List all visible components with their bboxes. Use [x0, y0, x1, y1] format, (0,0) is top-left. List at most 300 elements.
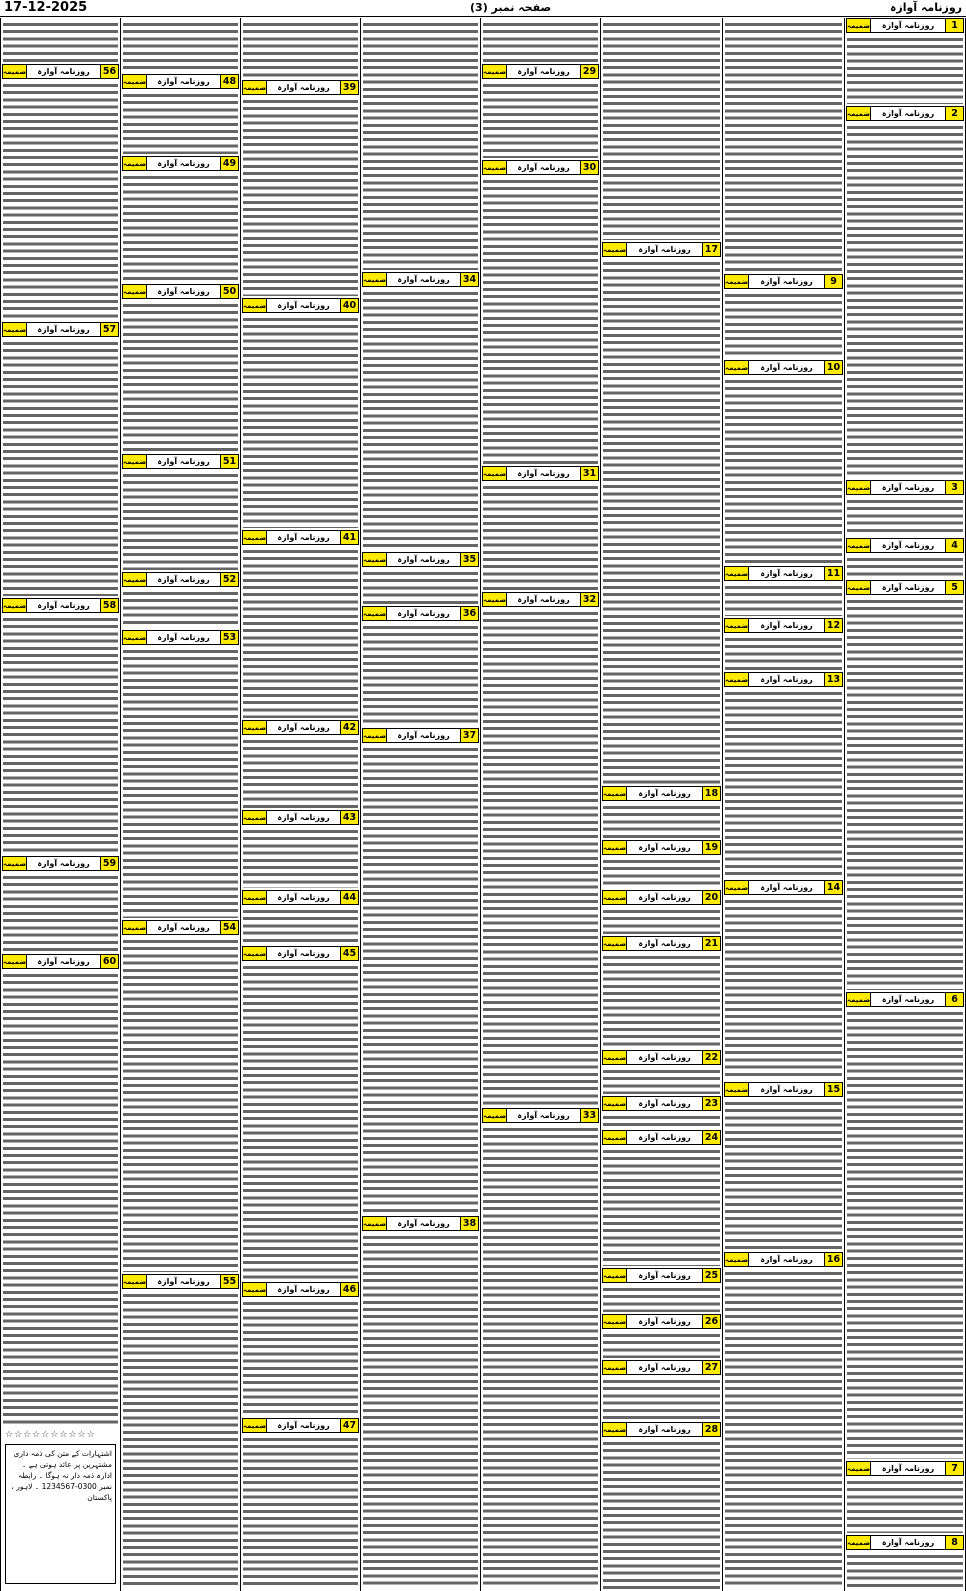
notice-body-text	[603, 1331, 720, 1358]
notice-title: روزنامہ آوازہ	[397, 609, 450, 618]
paper-name: روزنامہ آوازہ	[889, 1, 962, 14]
notice-tag: ضمیمہ	[123, 285, 147, 298]
notice-body-text	[725, 377, 842, 564]
notice-tag: ضمیمہ	[483, 161, 507, 174]
notice-body-text	[603, 1113, 720, 1128]
notice-number: 18	[702, 787, 720, 800]
notice-heading	[482, 160, 599, 175]
notice-body-text	[725, 1269, 842, 1589]
notice-tag: ضمیمہ	[483, 467, 507, 480]
notice-body-text	[363, 745, 478, 1214]
notice-tag: ضمیمہ	[123, 455, 147, 468]
notice-title: روزنامہ آوازہ	[37, 325, 90, 334]
notice-number: 11	[824, 567, 842, 580]
notice-tag: ضمیمہ	[243, 299, 267, 312]
notice-number: 36	[460, 607, 478, 620]
notice-number: 1	[945, 19, 963, 32]
notice-number: 53	[220, 631, 238, 644]
notice-number: 44	[340, 891, 358, 904]
notice-title: روزنامہ آوازہ	[881, 1538, 935, 1547]
notice-number: 28	[702, 1423, 720, 1436]
notice-title: روزنامہ آوازہ	[760, 1255, 813, 1264]
notice-heading	[122, 156, 239, 171]
notice-title: روزنامہ آوازہ	[37, 957, 90, 966]
notice-title: روزنامہ آوازہ	[277, 893, 330, 902]
notice-tag: ضمیمہ	[243, 81, 267, 94]
notice-title: روزنامہ آوازہ	[157, 575, 210, 584]
notice-tag: ضمیمہ	[243, 947, 267, 960]
notice-tag: ضمیمہ	[243, 531, 267, 544]
notice-tag: ضمیمہ	[603, 1315, 627, 1328]
notice-heading	[602, 840, 721, 855]
notice-body-text	[243, 547, 358, 718]
column-5	[360, 18, 480, 1591]
notice-tag: ضمیمہ	[603, 1361, 627, 1374]
notice-tag: ضمیمہ	[363, 607, 387, 620]
notice-heading	[122, 630, 239, 645]
notice-number: 45	[340, 947, 358, 960]
notice-number: 49	[220, 157, 238, 170]
notice-title: روزنامہ آوازہ	[638, 1425, 691, 1434]
notice-number: 39	[340, 81, 358, 94]
notice-body-text	[483, 20, 598, 62]
notice-title: روزنامہ آوازہ	[881, 21, 935, 30]
notice-body-text	[243, 907, 358, 944]
notice-title: روزنامہ آوازہ	[881, 109, 935, 118]
notice-number: 30	[580, 161, 598, 174]
notice-body-text	[363, 20, 478, 270]
notice-body-text	[483, 1125, 598, 1589]
notice-title: روزنامہ آوازہ	[517, 469, 570, 478]
notice-body-text	[123, 589, 238, 628]
notice-number: 48	[220, 75, 238, 88]
column-7	[120, 18, 240, 1591]
notice-title: روزنامہ آوازہ	[760, 675, 813, 684]
notice-body-text	[725, 20, 842, 272]
notice-number: 50	[220, 285, 238, 298]
notice-heading	[362, 272, 479, 287]
notice-tag: ضمیمہ	[847, 1536, 871, 1549]
notice-title: روزنامہ آوازہ	[517, 67, 570, 76]
notice-tag: ضمیمہ	[243, 1283, 267, 1296]
notice-tag: ضمیمہ	[603, 891, 627, 904]
notice-number: 16	[824, 1253, 842, 1266]
notice-number: 40	[340, 299, 358, 312]
notice-number: 43	[340, 811, 358, 824]
notice-heading	[122, 1274, 239, 1289]
notice-title: روزنامہ آوازہ	[277, 533, 330, 542]
notice-tag: ضمیمہ	[3, 857, 27, 870]
notice-heading	[602, 1314, 721, 1329]
notice-body-text	[847, 1009, 963, 1459]
notice-body-text	[847, 597, 963, 990]
notice-tag: ضمیمہ	[3, 65, 27, 78]
notice-tag: ضمیمہ	[603, 1051, 627, 1064]
notice-tag: ضمیمہ	[3, 955, 27, 968]
notice-tag: ضمیمہ	[123, 157, 147, 170]
notice-heading	[846, 538, 964, 553]
notice-title: روزنامہ آوازہ	[638, 1099, 691, 1108]
notice-number: 26	[702, 1315, 720, 1328]
publisher-notice-box: اشتہارات کے متن کی ذمہ داری مشتہرین پر عائد ہوتی ہے ۔ ادارہ ذمہ دار نہ ہوگا ۔ رابطہ نمبر 0300-1234567 ۔ لاہور ، پاکستان	[5, 1444, 116, 1584]
notice-heading	[846, 1535, 964, 1550]
notice-body-text	[243, 20, 358, 78]
notice-number: 32	[580, 593, 598, 606]
notice-tag: ضمیمہ	[243, 811, 267, 824]
notice-number: 60	[100, 955, 118, 968]
notice-body-text	[243, 315, 358, 528]
notice-body-text	[725, 583, 842, 616]
notice-body-text	[3, 20, 118, 62]
notice-body-text	[847, 497, 963, 536]
notice-title: روزنامہ آوازہ	[157, 1277, 210, 1286]
notice-title: روزنامہ آوازہ	[277, 723, 330, 732]
notice-title: روزنامہ آوازہ	[277, 301, 330, 310]
notice-number: 25	[702, 1269, 720, 1282]
notice-number: 14	[824, 881, 842, 894]
notice-tag: ضمیمہ	[725, 567, 749, 580]
notice-number: 34	[460, 273, 478, 286]
notice-body-text	[3, 971, 118, 1426]
notice-tag: ضمیمہ	[725, 673, 749, 686]
notice-body-text	[603, 259, 720, 784]
notice-tag: ضمیمہ	[603, 937, 627, 950]
notice-body-text	[3, 873, 118, 952]
notice-heading	[846, 480, 964, 495]
notice-body-text	[3, 339, 118, 596]
issue-date: 17-12-2025	[4, 0, 88, 15]
notice-heading	[2, 322, 119, 337]
notice-tag: ضمیمہ	[603, 787, 627, 800]
notice-tag: ضمیمہ	[123, 1275, 147, 1288]
notice-number: 27	[702, 1361, 720, 1374]
notice-heading	[242, 1282, 359, 1297]
notice-title: روزنامہ آوازہ	[517, 595, 570, 604]
notice-heading	[724, 618, 843, 633]
notice-tag: ضمیمہ	[123, 631, 147, 644]
column-8	[0, 18, 120, 1591]
notice-title: روزنامہ آوازہ	[760, 569, 813, 578]
notice-tag: ضمیمہ	[363, 729, 387, 742]
notice-title: روزنامہ آوازہ	[638, 893, 691, 902]
notice-tag: ضمیمہ	[483, 1109, 507, 1122]
notice-title: روزنامہ آوازہ	[157, 633, 210, 642]
notice-body-text	[603, 20, 720, 240]
notice-heading	[122, 920, 239, 935]
notice-heading	[482, 466, 599, 481]
notice-heading	[242, 80, 359, 95]
notice-tag: ضمیمہ	[483, 65, 507, 78]
notice-number: 55	[220, 1275, 238, 1288]
notice-title: روزنامہ آوازہ	[760, 1085, 813, 1094]
notice-tag: ضمیمہ	[603, 1131, 627, 1144]
notice-body-text	[363, 569, 478, 604]
notice-heading	[122, 284, 239, 299]
notice-body-text	[847, 555, 963, 578]
notice-title: روزنامہ آوازہ	[517, 163, 570, 172]
notice-tag: ضمیمہ	[603, 1097, 627, 1110]
notice-heading	[724, 566, 843, 581]
notice-body-text	[603, 907, 720, 934]
notice-title: روزنامہ آوازہ	[157, 159, 210, 168]
notice-number: 56	[100, 65, 118, 78]
notice-title: روزنامہ آوازہ	[760, 883, 813, 892]
notice-title: روزنامہ آوازہ	[760, 363, 813, 372]
notice-title: روزنامہ آوازہ	[881, 541, 935, 550]
notice-number: 59	[100, 857, 118, 870]
notice-number: 37	[460, 729, 478, 742]
notice-heading	[122, 454, 239, 469]
notice-title: روزنامہ آوازہ	[881, 483, 935, 492]
notice-heading	[2, 598, 119, 613]
masthead	[0, 0, 966, 17]
notice-tag: ضمیمہ	[725, 1253, 749, 1266]
notice-tag: ضمیمہ	[243, 891, 267, 904]
notice-number: 52	[220, 573, 238, 586]
notice-heading	[242, 298, 359, 313]
notice-number: 29	[580, 65, 598, 78]
notice-body-text	[123, 173, 238, 282]
notice-body-text	[243, 1435, 358, 1589]
notice-heading	[602, 786, 721, 801]
notice-title: روزنامہ آوازہ	[37, 859, 90, 868]
notice-title: روزنامہ آوازہ	[638, 245, 691, 254]
notice-number: 22	[702, 1051, 720, 1064]
notice-title: روزنامہ آوازہ	[881, 583, 935, 592]
notice-number: 54	[220, 921, 238, 934]
notice-body-text	[243, 963, 358, 1280]
notice-title: روزنامہ آوازہ	[157, 77, 210, 86]
notice-body-text	[123, 937, 238, 1272]
column-4	[480, 18, 600, 1591]
notice-heading	[2, 64, 119, 79]
notice-title: روزنامہ آوازہ	[277, 83, 330, 92]
notice-number: 35	[460, 553, 478, 566]
notice-tag: ضمیمہ	[847, 481, 871, 494]
notice-body-text	[603, 1439, 720, 1589]
notice-heading	[362, 552, 479, 567]
notice-heading	[362, 728, 479, 743]
notice-heading	[724, 360, 843, 375]
notice-heading	[482, 64, 599, 79]
notice-heading	[846, 18, 964, 33]
notice-number: 42	[340, 721, 358, 734]
notice-tag: ضمیمہ	[123, 573, 147, 586]
notice-tag: ضمیمہ	[725, 275, 749, 288]
notice-heading	[602, 242, 721, 257]
notice-heading	[242, 890, 359, 905]
notice-title: روزنامہ آوازہ	[37, 67, 90, 76]
notice-heading	[602, 1096, 721, 1111]
notice-body-text	[725, 689, 842, 878]
notice-body-text	[603, 1067, 720, 1094]
notice-body-text	[725, 291, 842, 358]
notice-title: روزنامہ آوازہ	[881, 995, 935, 1004]
notice-body-text	[483, 81, 598, 158]
notice-number: 15	[824, 1083, 842, 1096]
notice-tag: ضمیمہ	[847, 993, 871, 1006]
notice-number: 3	[945, 481, 963, 494]
notice-body-text	[363, 1233, 478, 1589]
notice-heading	[724, 880, 843, 895]
notice-number: 41	[340, 531, 358, 544]
notice-title: روزنامہ آوازہ	[397, 1219, 450, 1228]
notice-body-text	[123, 301, 238, 452]
notice-heading	[122, 572, 239, 587]
notice-number: 9	[824, 275, 842, 288]
notice-title: روزنامہ آوازہ	[277, 949, 330, 958]
notice-heading	[724, 1082, 843, 1097]
notice-heading	[242, 720, 359, 735]
notice-heading	[602, 936, 721, 951]
notice-number: 17	[702, 243, 720, 256]
notice-title: روزنامہ آوازہ	[157, 457, 210, 466]
star-divider: ☆☆☆☆☆☆☆☆☆☆	[5, 1430, 96, 1440]
notice-title: روزنامہ آوازہ	[277, 1285, 330, 1294]
notice-heading	[362, 606, 479, 621]
notice-heading	[602, 1268, 721, 1283]
notice-body-text	[847, 1478, 963, 1533]
notice-body-text	[603, 953, 720, 1048]
notice-tag: ضمیمہ	[603, 1423, 627, 1436]
notice-number: 23	[702, 1097, 720, 1110]
notice-tag: ضمیمہ	[243, 721, 267, 734]
notice-tag: ضمیمہ	[3, 323, 27, 336]
notice-heading	[846, 992, 964, 1007]
notice-heading	[602, 890, 721, 905]
notice-title: روزنامہ آوازہ	[638, 843, 691, 852]
notice-body-text	[603, 1377, 720, 1420]
notice-tag: ضمیمہ	[603, 841, 627, 854]
notice-heading	[602, 1360, 721, 1375]
notice-heading	[362, 1216, 479, 1231]
notice-number: 7	[945, 1462, 963, 1475]
notice-body-text	[123, 471, 238, 570]
notice-number: 33	[580, 1109, 598, 1122]
column-3	[600, 18, 722, 1591]
notice-title: روزنامہ آوازہ	[277, 813, 330, 822]
notice-title: روزنامہ آوازہ	[37, 601, 90, 610]
notice-number: 51	[220, 455, 238, 468]
notice-title: روزنامہ آوازہ	[638, 1363, 691, 1372]
notice-tag: ضمیمہ	[603, 243, 627, 256]
notice-number: 24	[702, 1131, 720, 1144]
notice-tag: ضمیمہ	[363, 553, 387, 566]
notice-tag: ضمیمہ	[847, 539, 871, 552]
notice-tag: ضمیمہ	[123, 921, 147, 934]
notice-heading	[724, 672, 843, 687]
notice-tag: ضمیمہ	[725, 881, 749, 894]
notice-heading	[846, 580, 964, 595]
notice-title: روزنامہ آوازہ	[397, 555, 450, 564]
notice-tag: ضمیمہ	[603, 1269, 627, 1282]
notice-heading	[482, 1108, 599, 1123]
notice-body-text	[3, 81, 118, 320]
notice-heading	[602, 1130, 721, 1145]
column-6	[240, 18, 360, 1591]
notice-number: 10	[824, 361, 842, 374]
notice-heading	[482, 592, 599, 607]
column-1	[844, 18, 966, 1591]
notice-tag: ضمیمہ	[363, 273, 387, 286]
notice-heading	[242, 810, 359, 825]
notice-title: روزنامہ آوازہ	[157, 287, 210, 296]
notice-title: روزنامہ آوازہ	[638, 1317, 691, 1326]
notice-title: روزنامہ آوازہ	[638, 789, 691, 798]
notice-body-text	[123, 1291, 238, 1589]
notice-title: روزنامہ آوازہ	[157, 923, 210, 932]
notice-number: 4	[945, 539, 963, 552]
notice-body-text	[363, 289, 478, 550]
notice-number: 2	[945, 107, 963, 120]
notice-tag: ضمیمہ	[847, 581, 871, 594]
notice-body-text	[603, 1147, 720, 1266]
notice-body-text	[123, 647, 238, 918]
notice-tag: ضمیمہ	[725, 361, 749, 374]
notice-tag: ضمیمہ	[483, 593, 507, 606]
notice-number: 19	[702, 841, 720, 854]
notice-body-text	[243, 827, 358, 888]
notice-title: روزنامہ آوازہ	[638, 1133, 691, 1142]
notice-heading	[724, 1252, 843, 1267]
notice-body-text	[603, 803, 720, 838]
notice-body-text	[725, 1099, 842, 1250]
column-2	[722, 18, 844, 1591]
notice-body-text	[725, 635, 842, 670]
notice-number: 12	[824, 619, 842, 632]
notice-title: روزنامہ آوازہ	[517, 1111, 570, 1120]
notice-tag: ضمیمہ	[847, 1462, 871, 1475]
notice-body-text	[243, 97, 358, 296]
page-number: صفحہ نمبر (3)	[470, 1, 552, 14]
notice-tag: ضمیمہ	[847, 19, 871, 32]
notice-heading	[242, 946, 359, 961]
notice-title: روزنامہ آوازہ	[397, 731, 450, 740]
notice-body-text	[483, 483, 598, 590]
notice-body-text	[603, 857, 720, 888]
notice-body-text	[243, 737, 358, 808]
notice-number: 5	[945, 581, 963, 594]
notice-tag: ضمیمہ	[123, 75, 147, 88]
notice-title: روزنامہ آوازہ	[277, 1421, 330, 1430]
notice-body-text	[725, 897, 842, 1080]
notice-heading	[724, 274, 843, 289]
notice-title: روزنامہ آوازہ	[638, 1271, 691, 1280]
notice-number: 13	[824, 673, 842, 686]
notice-tag: ضمیمہ	[847, 107, 871, 120]
notice-body-text	[847, 123, 963, 478]
notice-number: 58	[100, 599, 118, 612]
notice-heading	[846, 106, 964, 121]
notice-title: روزنامہ آوازہ	[760, 621, 813, 630]
notice-number: 20	[702, 891, 720, 904]
notice-heading	[2, 954, 119, 969]
notice-heading	[2, 856, 119, 871]
notice-body-text	[123, 20, 238, 72]
notice-number: 38	[460, 1217, 478, 1230]
notice-body-text	[847, 1552, 963, 1589]
notice-number: 47	[340, 1419, 358, 1432]
notice-heading	[846, 1461, 964, 1476]
notice-body-text	[123, 91, 238, 154]
notice-heading	[242, 530, 359, 545]
notice-title: روزنامہ آوازہ	[760, 277, 813, 286]
notice-number: 46	[340, 1283, 358, 1296]
notice-heading	[242, 1418, 359, 1433]
notice-title: روزنامہ آوازہ	[881, 1464, 935, 1473]
notice-body-text	[3, 615, 118, 854]
notice-number: 21	[702, 937, 720, 950]
